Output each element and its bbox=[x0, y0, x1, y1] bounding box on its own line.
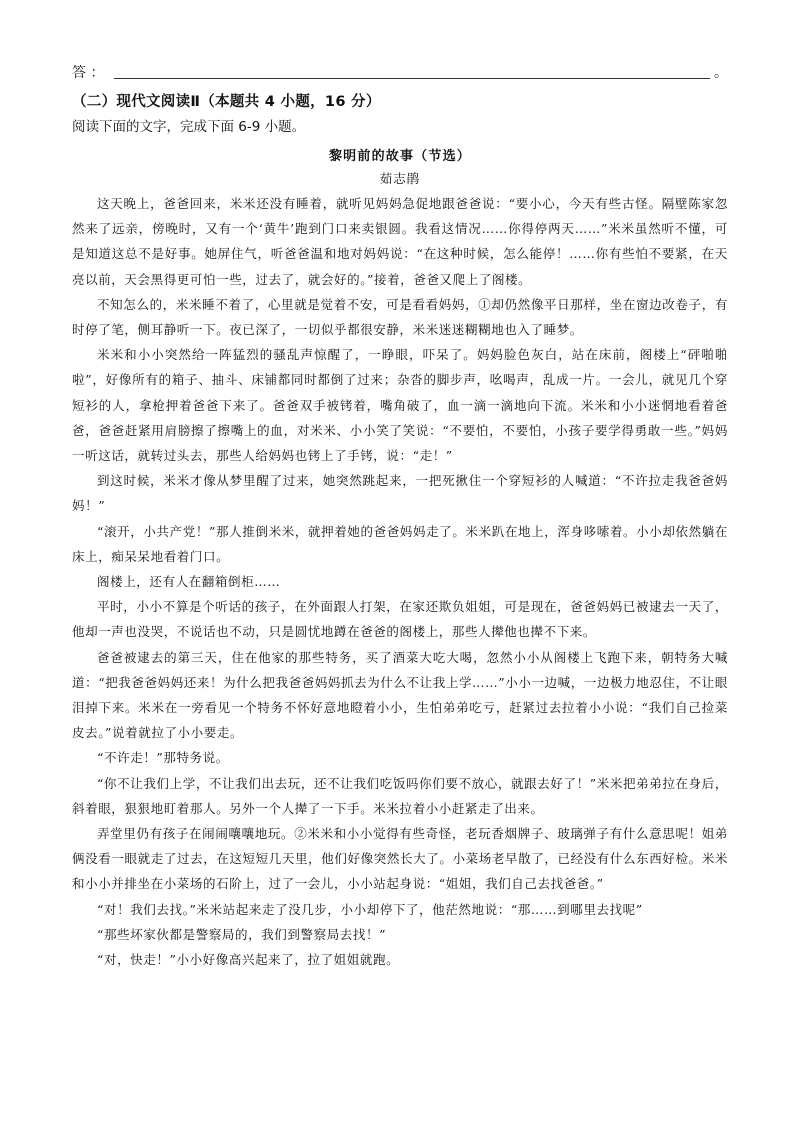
answer-line bbox=[72, 58, 728, 82]
article-author: 茹志鹃 bbox=[379, 171, 421, 186]
answer-label: 答 ： bbox=[72, 65, 105, 81]
article-paragraph: 爸爸被逮去的第三天，住在他家的那些特务，买了酒菜大吃大喝，忽然小小从阁楼上飞跑下来，朝特务大喊道：“把我爸爸妈妈还来！为什么把我爸爸妈妈抓去为什么不让我上学……”小小一边喊，一边极力地忍住，不让眼泪掉下来。米米在一旁看见一个特务不怀好意地瞪着小小，生怕弟弟吃亏，赶紧过去拉着小小说：“我们自己捡菜皮去。”说着就拉了小小要走。 bbox=[72, 649, 728, 741]
section-heading: （二）现代文阅读Ⅱ（本题共 4 小题，16 分） bbox=[72, 94, 381, 110]
article-paragraph: 米米和小小突然给一阵猛烈的骚乱声惊醒了，一睁眼，吓呆了。妈妈脸色灰白，站在床前，阁楼上“砰啪啪啦”，好像所有的箱子、抽斗、床铺都同时都倒了过来；杂沓的脚步声，吆喝声，乱成一片。一会儿，就见几个穿短衫的人，拿枪押着爸爸下来了。爸爸双手被铐着，嘴角破了，血一滴一滴地向下流。米米和小小迷惘地看着爸爸，爸爸赶紧用肩膀擦了擦嘴上的血，对米米、小小笑了笑说：“不要怕，不要怕，小孩子要学得勇敢一些。”妈妈一听这话，就转过头去，那些人给妈妈也铐上了手铐，说：“走！” bbox=[72, 347, 728, 464]
article-paragraph: “对，快走！”小小好像高兴起来了，拉了姐姐就跑。 bbox=[97, 952, 400, 968]
article-paragraph: “不许走！”那特务说。 bbox=[97, 750, 229, 766]
article-title: 黎明前的故事（节选） bbox=[328, 149, 471, 164]
article-paragraph: “那些坏家伙都是警察局的，我们到警察局去找！” bbox=[97, 926, 387, 942]
article-paragraph: 阁楼上，还有人在翻箱倒柜…… bbox=[97, 574, 281, 590]
article-paragraph: 弄堂里仍有孩子在闹闹嚷嚷地玩。②米米和小小觉得有些奇怪，老玩香烟牌子、玻璃弹子有什么意思呢！姐弟俩没看一眼就走了过去，在这短短几天里，他们好像突然长大了。小菜场老早散了，已经没有什么东西好检。米米和小小并排坐在小菜场的石阶上，过了一会儿，小小站起身说：“姐姐，我们自己去找爸爸。” bbox=[72, 826, 728, 892]
exam-page bbox=[72, 58, 728, 972]
article-paragraph: “对！我们去找。”米米站起来走了没几步，小小却停下了，他茫然地说：“那……到哪里去找呢” bbox=[97, 901, 643, 917]
article-paragraph: 这天晚上，爸爸回来，米米还没有睡着，就听见妈妈急促地跟爸爸说：“要小心，今天有些古怪。隔壁陈家忽然来了远亲，傍晚时，又有一个‘黄牛’跑到门口来卖银圆。我看这情况……你得停两天……”米米虽然听不懂，可是知道这总不是好事。她屏住气，听爸爸温和地对妈妈说：“在这种时候，怎么能停！……你有些怕不要紧，在天亮以前，天会黑得更可怕一些，过去了，就会好的。”接着，爸爸又爬上了阁楼。 bbox=[72, 196, 728, 287]
article-paragraph: “滚开，小共产党！”那人推倒米米，就押着她的爸爸妈妈走了。米米趴在地上，浑身哆嗦着。小小却依然躺在床上，痴呆呆地看着门口。 bbox=[72, 523, 728, 564]
article-paragraph: “你不让我们上学，不让我们出去玩，还不让我们吃饭吗你们要不放心，就跟去好了！”米米把弟弟拉在身后，斜着眼，狠狠地盯着那人。另外一个人撵了一下手。米米拉着小小赶紧走了出来。 bbox=[72, 775, 728, 816]
article-body bbox=[72, 191, 728, 972]
answer-blank-line[interactable] bbox=[114, 77, 710, 79]
article-paragraph: 不知怎么的，米米睡不着了，心里就是觉着不安，可是看看妈妈，①却仍然像平日那样，坐在窗边改卷子，有时停了笔，侧耳静听一下。夜已深了，一切似乎都很安静，米米迷迷糊糊地也入了睡梦。 bbox=[72, 296, 728, 338]
answer-end-mark: 。 bbox=[714, 65, 728, 81]
reading-instruction: 阅读下面的文字，完成下面 6-9 小题。 bbox=[72, 119, 306, 135]
article-paragraph: 到这时候，米米才像从梦里醒了过来，她突然跳起来，一把死揪住一个穿短衫的人喊道：“不许拉走我爸爸妈妈！” bbox=[72, 473, 728, 514]
article-paragraph: 平时，小小不算是个听话的孩子，在外面跟人打架，在家还欺负姐姐，可是现在，爸爸妈妈已被逮去一天了，他却一声也没哭，不说话也不动，只是圆忧地蹲在爸爸的阁楼上，那些人撵他也撵不下来。 bbox=[72, 599, 728, 640]
